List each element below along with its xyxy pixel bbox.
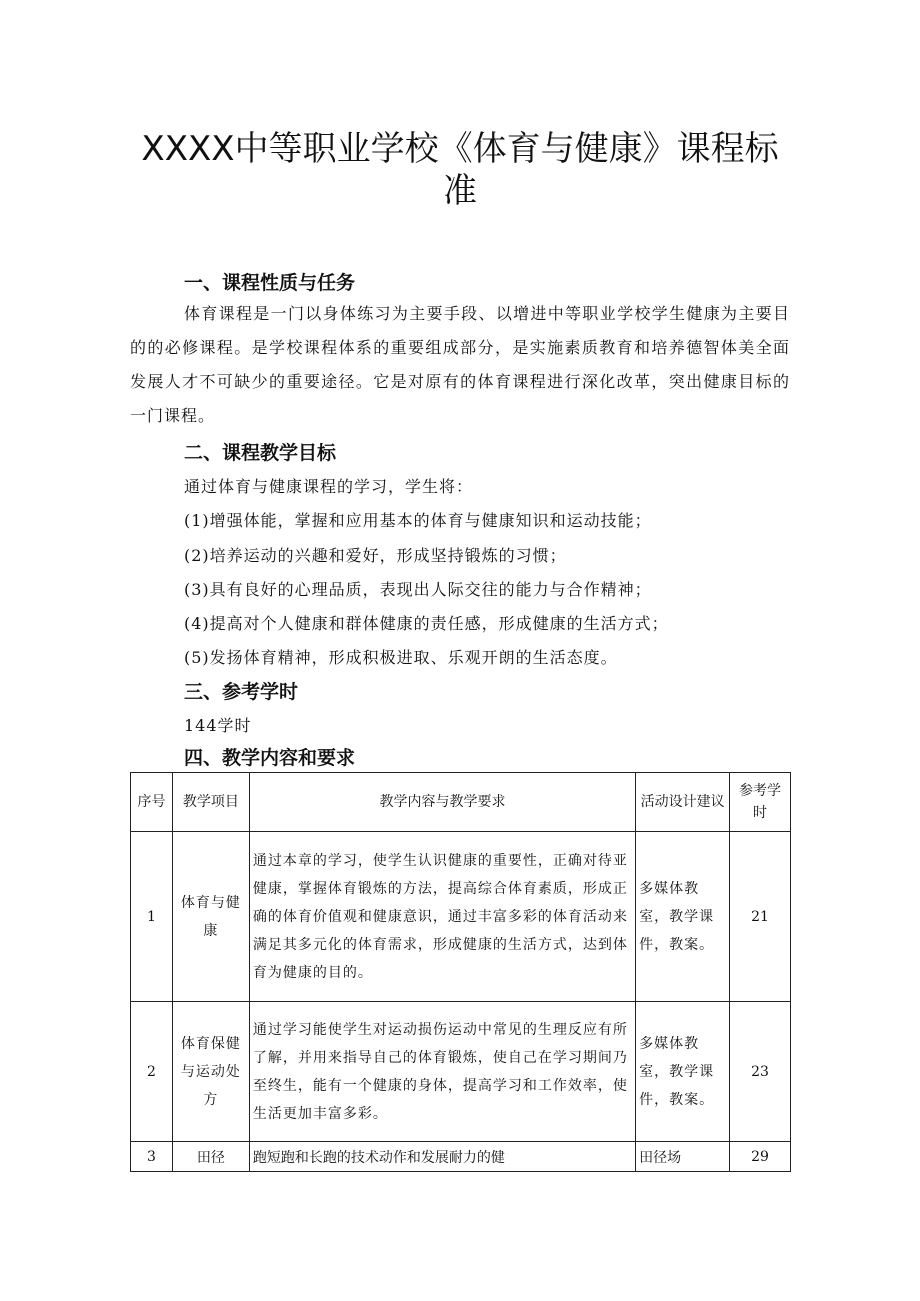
row-project: 体育与健康 — [172, 832, 249, 1002]
header-hours: 参考学时 — [730, 773, 791, 832]
header-no: 序号 — [131, 773, 173, 832]
row-project: 体育保健与运动处方 — [172, 1002, 249, 1142]
table-row — [131, 1142, 791, 1172]
goal-item-1: (1)增强体能，掌握和应用基本的体育与健康知识和运动技能； — [184, 511, 652, 530]
section-4-heading: 四、教学内容和要求 — [184, 747, 356, 769]
row-content: 通过学习能使学生对运动损伤运动中常见的生理反应有所了解，并用来指导自己的体育锻炼，使自己在学习期间乃至终生，能有一个健康的身体，提高学习和工作效率，使生活更加丰富多彩。 — [249, 1002, 635, 1142]
row-content: 跑短跑和长跑的技术动作和发展耐力的健 — [249, 1142, 635, 1172]
curriculum-table — [130, 772, 791, 1172]
row-hours: 21 — [730, 832, 791, 1002]
goal-item-2: (2)培养运动的兴趣和爱好，形成坚持锻炼的习惯； — [184, 546, 567, 565]
goal-item-5: (5)发扬体育精神，形成积极进取、乐观开朗的生活态度。 — [184, 648, 618, 667]
row-activity: 田径场 — [636, 1142, 730, 1172]
row-no: 3 — [131, 1142, 173, 1172]
document-title: XXXX中等职业学校《体育与健康》课程标准 — [141, 129, 779, 211]
section-3-heading: 三、参考学时 — [184, 681, 299, 703]
header-activity: 活动设计建议 — [636, 773, 730, 832]
section-3-hours: 144学时 — [184, 716, 252, 735]
row-activity: 多媒体教室，教学课件，教案。 — [636, 832, 730, 1002]
section-1-paragraph: 体育课程是一门以身体练习为主要手段、以增进中等职业学校学生健康为主要目的的必修课程。是学校课程体系的重要组成部分，是实施素质教育和培养德智体美全面发展人才不可缺少的重要途径。它是对原有的体育课程进行深化改革，突出健康目标的一门课程。 — [130, 304, 790, 425]
row-no: 2 — [131, 1002, 173, 1142]
row-hours: 29 — [730, 1142, 791, 1172]
section-2-heading: 二、课程教学目标 — [184, 442, 337, 464]
header-content: 教学内容与教学要求 — [249, 773, 635, 832]
row-project: 田径 — [172, 1142, 249, 1172]
row-activity: 多媒体教室，教学课件，教案。 — [636, 1002, 730, 1142]
table-row — [131, 832, 791, 1002]
table-row — [131, 1002, 791, 1142]
row-hours: 23 — [730, 1002, 791, 1142]
table-header-row — [131, 773, 791, 832]
section-2-intro: 通过体育与健康课程的学习，学生将： — [184, 477, 474, 496]
row-content: 通过本章的学习，使学生认识健康的重要性，正确对待亚健康，掌握体育锻炼的方法，提高综合体育素质，形成正确的体育价值观和健康意识，通过丰富多彩的体育活动来满足其多元化的体育需求，形成健康的生活方式，达到体育为健康的目的。 — [249, 832, 635, 1002]
goal-item-3: (3)具有良好的心理品质，表现出人际交往的能力与合作精神； — [184, 580, 652, 599]
row-no: 1 — [131, 832, 173, 1002]
section-1-heading: 一、课程性质与任务 — [184, 272, 356, 294]
header-project: 教学项目 — [172, 773, 249, 832]
goal-item-4: (4)提高对个人健康和群体健康的责任感，形成健康的生活方式； — [184, 614, 669, 633]
